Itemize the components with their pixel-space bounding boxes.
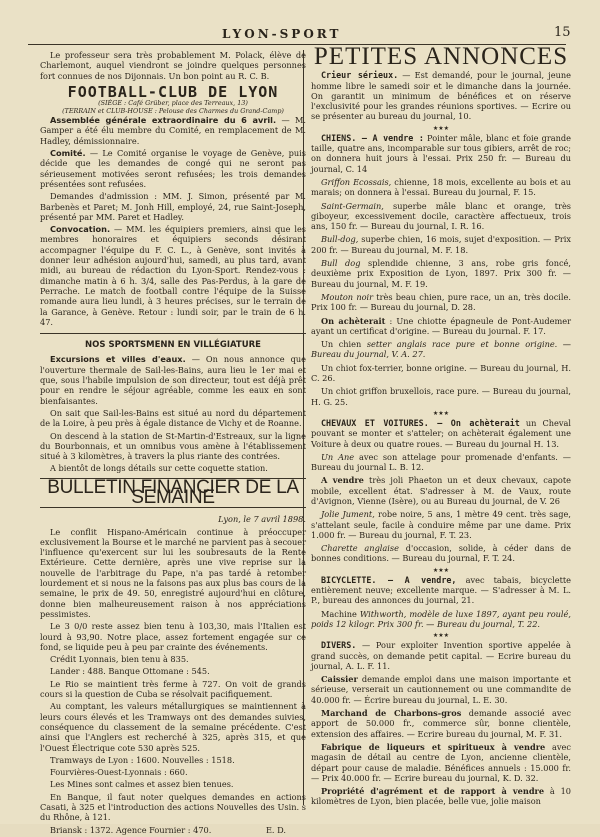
ad-item bbox=[311, 452, 571, 473]
ad-text: chienne, 18 mois, excellente au bois et au marais; on donnera à l'essai. Bureau du journal, F. 15. bbox=[311, 176, 571, 198]
stars-separator: ★★★ bbox=[432, 124, 450, 132]
excursions-label: Excursions et villes d'eaux. bbox=[50, 354, 186, 365]
fc-terrain: (TERRAIN et CLUB-HOUSE : Pelouse des Charmes du Grand-Camp) bbox=[62, 107, 284, 116]
ad-item bbox=[311, 133, 571, 174]
page-header bbox=[0, 0, 600, 40]
admission-paragraph: Demandes d'admission : MM. J. Simon, présenté par M. Barbenès et Paret; M. Jonh Hill, employé, 24, rue Saint-Joseph, présenté par MM. Paret et Hadley. bbox=[40, 191, 306, 222]
ad-lead: Jolie Jument, bbox=[321, 509, 375, 520]
ad-lead: A vendre bbox=[321, 475, 364, 486]
ad-item bbox=[311, 786, 571, 807]
ad-text: Withworth, modèle de luxe 1897, ayant peu roulé, poids 12 kilogr. Prix 300 fr. — Bureau du journal, T. 22. bbox=[311, 608, 571, 629]
ad-item bbox=[311, 234, 571, 255]
ad-lead: Charette anglaise bbox=[321, 543, 399, 554]
ad-lead: On achèterait bbox=[321, 315, 386, 326]
ad-text: avec tabais, bicyclette entièrement neuve; excellente marque. — S'adresser à M. L. P., bureau des annonces du journal, 21. bbox=[311, 574, 571, 606]
ad-item bbox=[311, 70, 571, 121]
ad-item bbox=[311, 418, 571, 449]
ad-item bbox=[311, 609, 571, 630]
bulletin-p1: Le 3 0/0 reste assez bien tenu à 103,30, mais l'Italien est lourd à 93,90. Notre place, assez fortement engagée sur ce fond, se liquide peu à peu par crainte des événements. bbox=[40, 621, 306, 652]
assembly-label: Assemblée générale extraordinaire du 6 avril. bbox=[50, 115, 277, 126]
ad-lead: Un chiot bbox=[321, 386, 357, 397]
running-head: LYON-SPORT bbox=[222, 27, 342, 41]
convocation-paragraph bbox=[40, 224, 306, 327]
ad-item bbox=[311, 363, 571, 384]
bulletin-p6: Tramways de Lyon : 1600. Nouvelles : 1518. bbox=[50, 754, 235, 765]
ad-lead: Saint-Germain, bbox=[321, 200, 384, 211]
comite-label: Comité. bbox=[50, 148, 86, 159]
ad-text: demande emploi dans une maison importante et sérieuse, verserait un cautionnement ou une commandite de 40.000 fr. — Écrire bureau du journal, L. E. 30. bbox=[311, 674, 571, 705]
ad-lead: Un chien bbox=[321, 339, 362, 350]
ad-lead: Mouton noir bbox=[321, 291, 374, 302]
intro-paragraph: Le professeur sera très probablement M. Polack, élève de Charlemont, auquel viendront se joindre quelques personnes fort connues de nos Dijonnais. Un bon point au R. C. B. bbox=[40, 50, 306, 81]
ad-text: d'occasion, solide, à céder dans de bonnes conditions. — Bureau du journal, F. T. 24. bbox=[311, 543, 571, 564]
convocation-text: — MM. les équipiers premiers, ainsi que les membres honoraires et équipiers seconds désirant accompagner l'équipe du F. C. L., à Genève, sont invités à donner leur adhésion aujourd'hui, samedi, au plus tard, avant midi, au bureau de rédaction du Lyon-Sport. Rendez-vous : dimanche matin à 6 h. 3/4, salle des Pas-Perdus, à la gare de Perrache. Le match de football contre l'équipe de la Suisse romande aura lieu lundi, à 3 heures précises, sur le terrain de la Garance, à Genève. Retour : lundi soir, par le train de 6 h. 47. bbox=[40, 224, 306, 327]
bulletin-p4: Le Rio se maintient très ferme à 727. On voit de grands cours si la question de Cuba se résolvait pacifiquement. bbox=[40, 678, 306, 700]
ad-item bbox=[311, 292, 571, 313]
ad-item bbox=[311, 575, 571, 606]
ad-item bbox=[311, 509, 571, 540]
excursions-p2: On sait que Sail-les-Bains est situé au nord du département de la Loire, à peu près à égale distance de Vichy et de Roanne. bbox=[40, 407, 306, 429]
bulletin-p9: En Banque, il faut noter quelques demandes en actions Casati, à 325 et l'introduction des actions Nouvelles des Usin. s du Rhône, à 121. bbox=[40, 791, 306, 823]
stars-separator: ★★★ bbox=[432, 566, 450, 574]
ad-lead: Caissier bbox=[321, 674, 358, 685]
ad-text: setter anglais race pure et bonne origine. — Bureau du journal, V. A. 27. bbox=[311, 339, 571, 360]
comite-text: — Le Comité organise le voyage de Genève, puis décide que les demandes de congé qui ne seront pas sérieusement motivées seront refusées; les trois demandes présentées sont refusées. bbox=[40, 148, 306, 189]
bulletin-p3: Lander : 488. Banque Ottomane : 545. bbox=[50, 666, 210, 677]
ad-lead: CHIENS. — A vendre : bbox=[321, 132, 424, 143]
ad-item bbox=[311, 201, 571, 232]
ad-text: très beau chien, pure race, un an, très docile. Prix 100 fr. — Bureau du journal, D. 28. bbox=[311, 291, 571, 313]
excursions-p3: On descend à la station de St-Martin-d'Estreaux, sur la ligne du Bourbonnais, et un omnibus vous amène à l'établissement situé à 3 kilomètres, à travers la plus riante des contrées. bbox=[40, 430, 306, 462]
ad-lead: Bull dog bbox=[321, 258, 361, 269]
ad-lead: BICYCLETTE. — A vendre, bbox=[321, 574, 457, 585]
ad-text: griffon bruxellois, race pure. — Bureau du journal, H. G. 25. bbox=[311, 386, 571, 407]
ad-text: robe noire, 5 ans, 1 mètre 49 cent. très sage, s'attelant seule, facile à conduire même par une dame. Prix 1.000 fr. — Bureau du journal, F. T. 23. bbox=[311, 509, 571, 540]
ad-item bbox=[311, 742, 571, 783]
excursions-p4: A bientôt de longs détails sur cette coquette station. bbox=[50, 463, 268, 474]
ad-text: avec magasin de détail au centre de Lyon, ancienne clientèle, départ pour cause de maladie. Bénéfices annuels : 15.000 fr. — Prix 40.000 fr. — Ecrire bureau du journal, K. D. 32. bbox=[311, 741, 571, 783]
fc-siege: (SIÈGE : Café Grüber, place des Terreaux, 13) bbox=[98, 99, 248, 108]
bulletin-p2: Crédit Lyonnais, bien tenu à 835. bbox=[50, 654, 189, 665]
convocation-label: Convocation. bbox=[50, 224, 111, 235]
bulletin-dateline: Lyon, le 7 avril 1898. bbox=[218, 514, 306, 525]
ad-item bbox=[311, 640, 571, 671]
ad-text: avec son attelage pour promenade d'enfants. — Bureau du journal L. B. 12. bbox=[311, 451, 571, 473]
ad-lead: Un chiot bbox=[321, 362, 357, 373]
petites-annonces-title: PETITES ANNONCES bbox=[313, 43, 569, 70]
bulletin-signoff bbox=[40, 825, 306, 835]
section-rule bbox=[40, 333, 306, 334]
ad-lead: Crieur sérieux. bbox=[321, 70, 399, 81]
ad-item bbox=[311, 258, 571, 289]
ad-lead: Propriété d'agrément et de rapport à vendre bbox=[321, 786, 545, 797]
ad-item bbox=[311, 674, 571, 705]
ad-item bbox=[311, 177, 571, 198]
ad-lead: Machine bbox=[321, 608, 357, 619]
ad-lead: CHEVAUX ET VOITURES. — On achèterait bbox=[321, 417, 520, 428]
page-number: 15 bbox=[554, 25, 571, 40]
ad-text: demande associé avec apport de 50.000 fr., commerce sûr, bonne clientèle, extension des affaires. — Ecrire bureau du journal, M. F. 31. bbox=[311, 708, 571, 739]
assembly-text: — M. Gamper a été élu membre du Comité, en remplacement de M. Hadley, démissionnaire. bbox=[40, 115, 307, 146]
ad-text: fox-terrier, bonne origine. — Bureau du journal, H. C. 26. bbox=[311, 362, 571, 384]
bulletin-p8: Les Mines sont calmes et assez bien tenues. bbox=[50, 779, 234, 790]
bulletin-signature: E. D. bbox=[265, 824, 286, 835]
ad-text: — Pour exploiter Invention sportive appelée à grand succès, on demande petit capital. — Ecrire bureau du journal, A. L. F. 11. bbox=[311, 640, 571, 671]
bulletin-p0: Le conflit Hispano-Américain continue à préoccuper exclusivement la Bourse et le marché ne parvient pas à secouer l'influence qu'exercent sur lui les soubresauts de la Rente Extérieure. Cette dernière, après une vive reprise sur la nouvelle de l'arbitrage du Pape, n'a pas tardé à retomber lourdement et si nous ne la faisons pas aux plus bas cours de la semaine, le prix de 49. 50, enregistré aujourd'hui en clôture, donne bien malheureusement raison à nos appréciations pessimistes. bbox=[40, 526, 306, 619]
ad-text: splendide chienne, 3 ans, robe gris foncé, deuxième prix Exposition de Lyon, 1897. Prix 300 fr. — Bureau du journal, M. F. 19. bbox=[311, 258, 572, 289]
ad-item bbox=[311, 386, 571, 407]
excursions-text: — On nous annonce que l'ouverture thermale de Sail-les-Bains, aura lieu le 1er mai et que, sous l'habile impulsion de son directeur, tout est déjà prêt pour en rendre le séjour agréable, comme les eaux en sont bienfaisantes. bbox=[40, 354, 306, 406]
bulletin-title: BULLETIN FINANCIER DE LA SEMAINE bbox=[40, 478, 306, 509]
ad-text: un Cheval pouvant se monter et s'atteler; on achèterait également une Voiture à deux ou quatre roues. — Bureau du journal H. 13. bbox=[311, 417, 571, 449]
ad-lead: DIVERS. bbox=[321, 640, 357, 651]
comite-paragraph bbox=[40, 148, 306, 189]
bulletin-p5: Au comptant, les valeurs métallurgiques se maintiennent à leurs cours élevés et les Tramways ont des demandes suivies, conséquence du classement de la semaine précédente. C'est ainsi que l'Anglers est recherché à 325, après 315, et que l'Ouest Électrique cote 530 après 525. bbox=[40, 701, 306, 753]
assembly-paragraph bbox=[40, 115, 306, 146]
stars-separator: ★★★ bbox=[432, 632, 450, 640]
ad-item bbox=[311, 708, 571, 739]
stars-separator: ★★★ bbox=[432, 409, 450, 417]
bulletin-p7: Fourvières-Ouest-Lyonnais : 660. bbox=[50, 767, 188, 778]
left-column bbox=[40, 50, 306, 837]
ad-lead: Un Ane bbox=[321, 451, 355, 462]
ad-text: très joli Phaeton un et deux chevaux, capote mobile, excellent état. S'adresser à M. de Vaux, route d'Avignon, Vienne (Isère), ou au Bureau du journal, de V. 26 bbox=[311, 475, 572, 506]
villegiature-title: NOS SPORTSMENN EN VILLÉGIATURE bbox=[85, 340, 261, 351]
ad-text: à 10 kilomètres de Lyon, bien placée, belle vue, jolie maison bbox=[311, 786, 571, 807]
ad-item bbox=[311, 339, 571, 360]
right-column bbox=[311, 43, 572, 810]
ad-text: superbe chien, 16 mois, sujet d'exposition. — Prix 200 fr. — Bureau du journal, M. F. 18. bbox=[311, 234, 571, 255]
football-club-title: FOOTBALL-CLUB DE LYON bbox=[67, 82, 279, 101]
ad-lead: Bull-dog, bbox=[321, 234, 359, 245]
ad-text: : Une chiotte épagneule de Pont-Audemer ayant un certificat d'origine. — Bureau du journal. F. 17. bbox=[311, 315, 571, 336]
ad-text: Pointer mâle, blanc et foie grande taille, quatre ans, incomparable sur tous gibiers, arrêt de roc; on donnera huit jours à l'essai. Prix 250 fr. — Bureau du journal, C. 14 bbox=[311, 132, 571, 174]
ad-text: superbe mâle blanc et orange, très giboyeur, excessivement docile, caractère affectueux, trois ans, 150 fr. — Bureau du journal, I. R. 16. bbox=[311, 200, 571, 232]
ad-text: — Est demandé, pour le journal, jeune homme libre le samedi soir et le dimanche dans la journée. On garantit un minimum de bénéfices et on réserve l'exclusivité pour les grandes réunions sportives. — Ecrire ou se présenter au bureau du journal, 10. bbox=[311, 70, 571, 122]
ad-item bbox=[311, 475, 571, 506]
excursions-paragraph bbox=[40, 354, 306, 405]
ad-lead: Fabrique de liqueurs et spiritueux à vendre bbox=[321, 741, 546, 752]
bulletin-last-line: Briansk : 1372. Agence Fournier : 470. bbox=[50, 824, 212, 835]
ad-item bbox=[311, 543, 571, 564]
ad-lead: Marchand de Charbons-gros bbox=[321, 708, 462, 719]
ad-item bbox=[311, 316, 571, 337]
ad-lead: Griffon Ecossais, bbox=[321, 176, 392, 187]
